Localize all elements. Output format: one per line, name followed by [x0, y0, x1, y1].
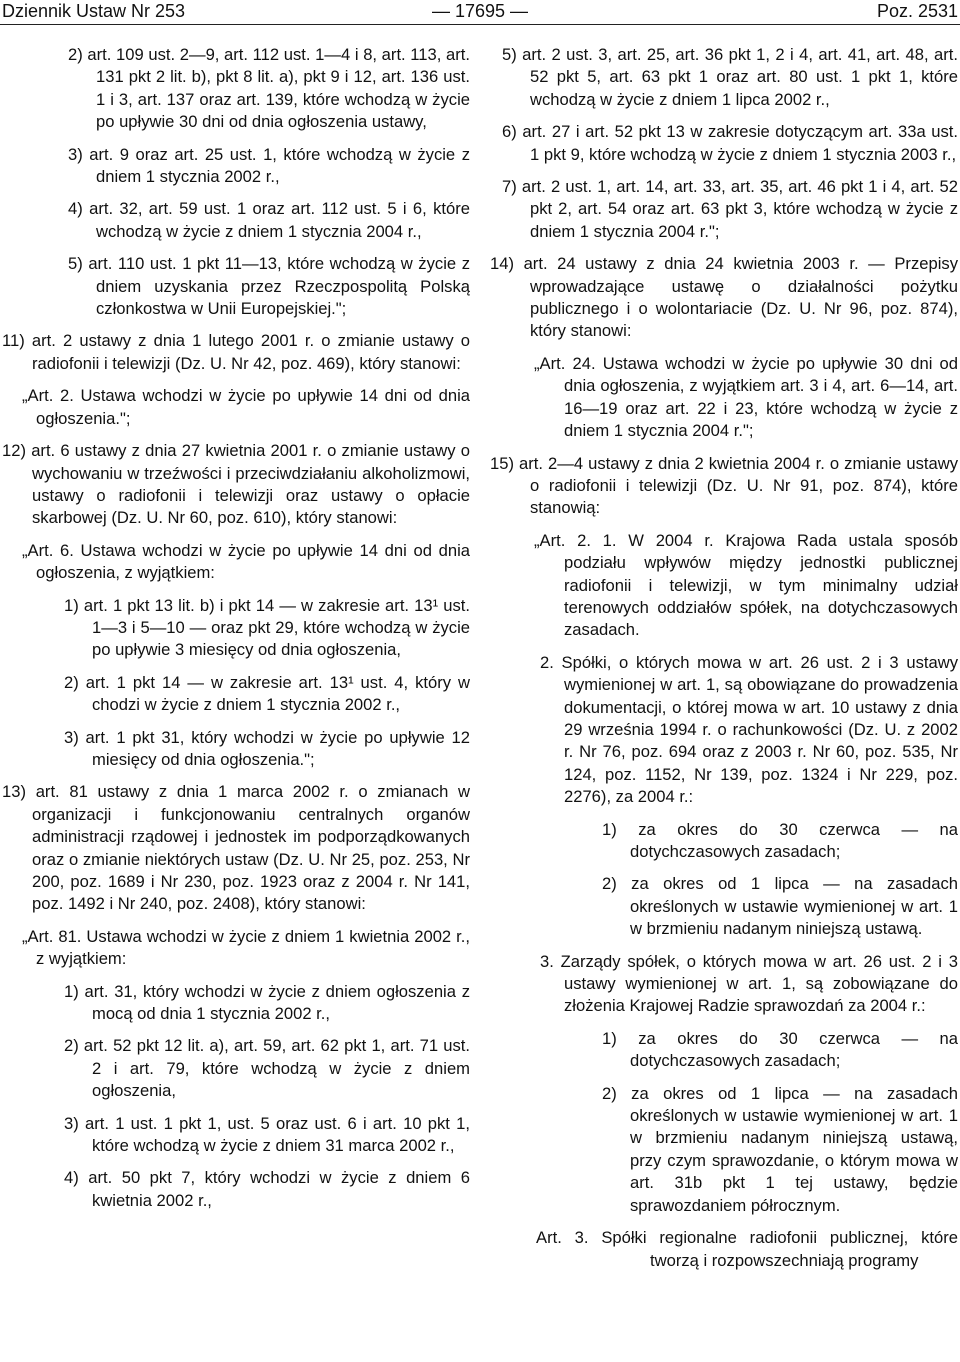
paragraph: 2) art. 1 pkt 14 — w zakresie art. 13¹ ust. 4, który w chodzi w życie z dniem 1 stycznia 2002 r.,: [64, 672, 470, 715]
paragraph: „Art. 81. Ustawa wchodzi w życie z dniem 1 kwietnia 2002 r., z wyjątkiem:: [22, 926, 470, 969]
left-column: [2, 44, 470, 1222]
paragraph: „Art. 2. Ustawa wchodzi w życie po upływie 14 dni od dnia ogłoszenia.";: [22, 386, 470, 428]
paragraph: 2) za okres od 1 lipca — na zasadach określonych w ustawie wymienionej w art. 1 w brzmieniu nadanym niniejszą ustawą.: [602, 874, 958, 939]
paragraph: 2) art. 109 ust. 2—9, art. 112 ust. 1—4 i 8, art. 113, art. 131 pkt 2 lit. b), pkt 8 lit. a), pkt 9 i 12, art. 136 ust. 1 i 3, art. 137 oraz art. 139, które wchodzą w życie po upływie 30 dni od dnia ogłoszenia ustawy,: [68, 45, 470, 132]
page-header: [0, 0, 960, 25]
paragraph: 1) art. 1 pkt 13 lit. b) i pkt 14 — w zakresie art. 13¹ ust. 1—3 i 5—10 — oraz pkt 29, które wchodzą w życie po upływie 3 miesięcy od dnia ogłoszenia,: [64, 595, 470, 660]
paragraph: 3) art. 9 oraz art. 25 ust. 1, które wchodzą w życie z dniem 1 stycznia 2002 r.,: [68, 144, 470, 187]
right-column: [490, 44, 958, 1282]
paragraph: „Art. 6. Ustawa wchodzi w życie po upływie 14 dni od dnia ogłoszenia, z wyjątkiem:: [22, 540, 470, 583]
paragraph: 3) art. 1 ust. 1 pkt 1, ust. 5 oraz ust. 6 i art. 10 pkt 1, które wchodzą w życie z dniem 31 marca 2002 r.,: [64, 1113, 470, 1156]
paragraph: 14) art. 24 ustawy z dnia 24 kwietnia 2003 r. — Przepisy wprowadzające ustawę o działalności pożytku publicznego i o wolontariacie (Dz. U. Nr 96, poz. 874), który stanowi:: [490, 254, 958, 341]
paragraph: „Art. 24. Ustawa wchodzi w życie po upływie 30 dni od dnia ogłoszenia, z wyjątkiem art. 3 i 4, art. 6—14, art. 16—19 oraz art. 22 i 23, które wchodzą w życie z dniem 1 stycznia 2004 r.";: [534, 353, 958, 441]
paragraph: 13) art. 81 ustawy z dnia 1 marca 2002 r. o zmianach w organizacji i funkcjonowaniu centralnych organów administracji rządowej i jednostek im podporządkowanych oraz o zmianie niektórych ustaw (Dz. U. Nr 25, poz. 253, Nr 200, poz. 1689 i Nr 230, poz. 1923 oraz z 2004 r. Nr 141, poz. 1492 i Nr 240, poz. 2408), który stanowi:: [2, 782, 470, 914]
paragraph: 12) art. 6 ustawy z dnia 27 kwietnia 2001 r. o zmianie ustawy o wychowaniu w trzeźwości i przeciwdziałaniu alkoholizmowi, ustawy o radiofonii i telewizji oraz ustawy o opłacie skarbowej (Dz. U. Nr 60, poz. 610), który stanowi:: [2, 441, 470, 528]
paragraph: 2. Spółki, o których mowa w art. 26 ust. 2 i 3 ustawy wymienionej w art. 1, są obowiązane do prowadzenia dokumentacji, o której mowa w art. 10 ustawy z dnia 29 września 1994 r. o rachunkowości (Dz. U. z 2002 r. Nr 76, poz. 694 oraz z 2003 r. Nr 60, poz. 535, Nr 124, poz. 1152, Nr 139, poz. 1324 i Nr 229, poz. 2276), za 2004 r.:: [540, 652, 958, 807]
paragraph: 1) za okres do 30 czerwca — na dotychczasowych zasadach;: [602, 1028, 958, 1071]
paragraph: 7) art. 2 ust. 1, art. 14, art. 33, art. 35, art. 46 pkt 1 i 4, art. 52 pkt 2, art. 54 oraz art. 63 pkt 3, które wchodzą w życie z dniem 1 stycznia 2004 r.";: [502, 177, 958, 241]
paragraph: 15) art. 2—4 ustawy z dnia 2 kwietnia 2004 r. o zmianie ustawy o radiofonii i telewizji (Dz. U. Nr 91, poz. 874), które stanowią:: [490, 453, 958, 518]
paragraph: 3) art. 1 pkt 31, który wchodzi w życie po upływie 12 miesięcy od dnia ogłoszenia.";: [64, 727, 470, 769]
paragraph: 4) art. 32, art. 59 ust. 1 oraz art. 112 ust. 5 i 6, które wchodzą w życie z dniem 1 stycznia 2004 r.,: [68, 199, 470, 241]
paragraph: Art. 3. Spółki regionalne radiofonii publicznej, które tworzą i rozpowszechniają programy: [536, 1228, 958, 1270]
paragraph: 2) za okres od 1 lipca — na zasadach określonych w ustawie wymienionej w art. 1 w brzmieniu nadanym niniejszą ustawą, przy czym sprawozdanie, o którym mowa w art. 31b pkt 1 tej ustawy, będzie sprawozdaniem półrocznym.: [602, 1083, 958, 1215]
paragraph: 5) art. 2 ust. 3, art. 25, art. 36 pkt 1, 2 i 4, art. 41, art. 48, art. 52 pkt 5, art. 63 pkt 1 oraz art. 80 ust. 1 pkt 1, które wchodzą w życie z dniem 1 lipca 2002 r.,: [502, 45, 958, 109]
paragraph: 4) art. 50 pkt 7, który wchodzi w życie z dniem 6 kwietnia 2002 r.,: [64, 1168, 470, 1210]
paragraph: 3. Zarządy spółek, o których mowa w art. 26 ust. 2 i 3 ustawy wymienionej w art. 1, są zobowiązane do złożenia Krajowej Radzie sprawozdań za 2004 r.:: [540, 951, 958, 1016]
page-number: — 17695 —: [431, 1, 529, 21]
paragraph: 11) art. 2 ustawy z dnia 1 lutego 2001 r. o zmianie ustawy o radiofonii i telewizji (Dz. U. Nr 42, poz. 469), który stanowi:: [2, 331, 470, 373]
paragraph: 6) art. 27 i art. 52 pkt 13 w zakresie dotyczącym art. 33a ust. 1 pkt 9, które wchodzą w życie z dniem 1 stycznia 2003 r.,: [502, 122, 958, 164]
position-number: Poz. 2531: [876, 1, 958, 21]
paragraph: 5) art. 110 ust. 1 pkt 11—13, które wchodzą w życie z dniem uzyskania przez Rzeczpospolitą Polską członkostwa w Unii Europejskiej.";: [68, 254, 470, 319]
journal-title: Dziennik Ustaw Nr 253: [2, 1, 186, 21]
paragraph: 1) art. 31, który wchodzi w życie z dniem ogłoszenia z mocą od dnia 1 stycznia 2002 r.,: [64, 981, 470, 1024]
paragraph: „Art. 2. 1. W 2004 r. Krajowa Rada ustala sposób podziału wpływów między jednostki publicznej radiofonii i telewizji, w tym minimalny udział terenowych oddziałów spółek, na dotychczasowych zasadach.: [534, 530, 958, 640]
paragraph: 2) art. 52 pkt 12 lit. a), art. 59, art. 62 pkt 1, art. 71 ust. 2 i art. 79, które wchodzą w życie z dniem ogłoszenia,: [64, 1036, 470, 1101]
paragraph: 1) za okres do 30 czerwca — na dotychczasowych zasadach;: [602, 819, 958, 861]
